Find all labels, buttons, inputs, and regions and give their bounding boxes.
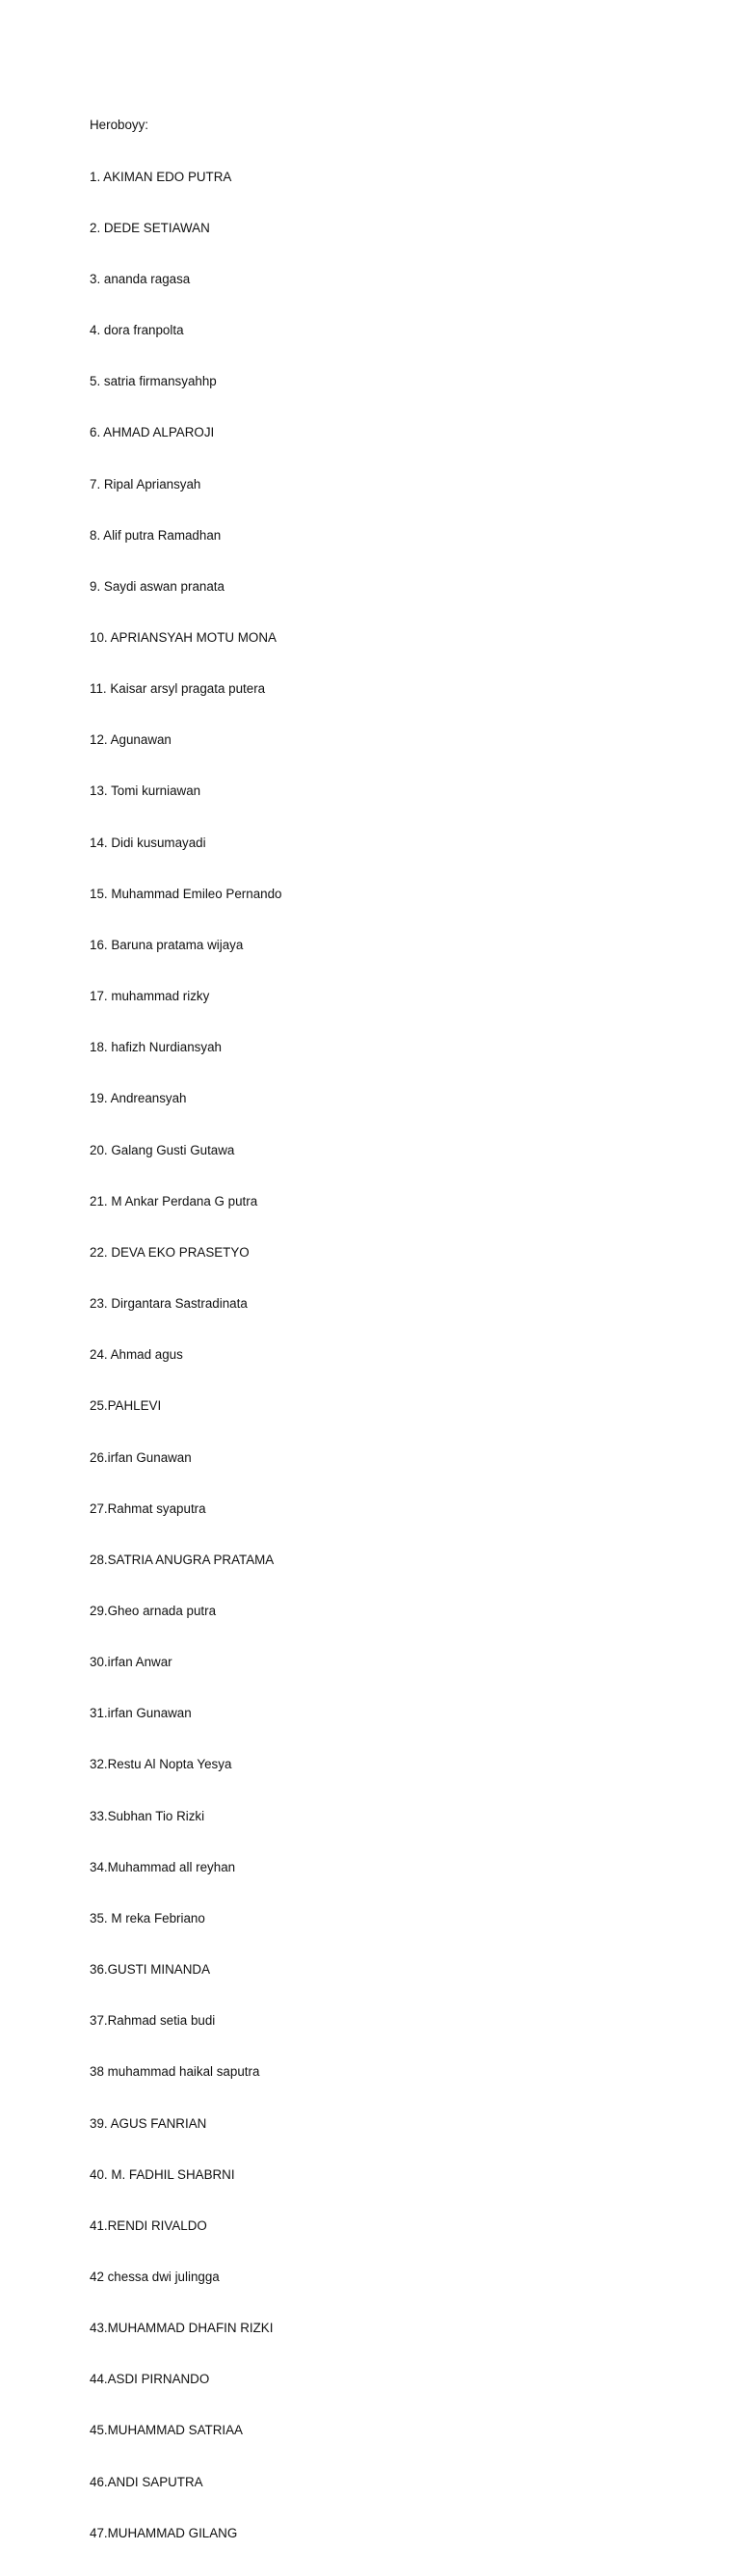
list-item: 7. Ripal Apriansyah bbox=[90, 476, 201, 491]
list-item: 38 muhammad haikal saputra bbox=[90, 2064, 260, 2080]
list-item: 37.Rahmad setia budi bbox=[90, 2013, 216, 2029]
list-item: 46.ANDI SAPUTRA bbox=[90, 2474, 203, 2489]
list-item: 33.Subhan Tio Rizki bbox=[90, 1808, 205, 1823]
list-item: 13. Tomi kurniawan bbox=[90, 783, 201, 799]
list-item: 20. Galang Gusti Gutawa bbox=[90, 1142, 235, 1157]
list-item: 22. DEVA EKO PRASETYO bbox=[90, 1244, 250, 1260]
list-item: 43.MUHAMMAD DHAFIN RIZKI bbox=[90, 2321, 274, 2336]
list-item: 9. Saydi aswan pranata bbox=[90, 578, 225, 594]
list-heading: Heroboyy: bbox=[90, 118, 149, 133]
list-item: 4. dora franpolta bbox=[90, 323, 184, 338]
list-item: 40. M. FADHIL SHABRNI bbox=[90, 2166, 235, 2182]
list-item: 30.irfan Anwar bbox=[90, 1655, 172, 1670]
list-item: 23. Dirgantara Sastradinata bbox=[90, 1296, 248, 1312]
list-item: 32.Restu Al Nopta Yesya bbox=[90, 1757, 232, 1772]
list-item: 44.ASDI PIRNANDO bbox=[90, 2372, 210, 2387]
list-item: 1. AKIMAN EDO PUTRA bbox=[90, 169, 232, 184]
list-item: 2. DEDE SETIAWAN bbox=[90, 220, 210, 235]
list-item: 19. Andreansyah bbox=[90, 1091, 187, 1106]
list-item: 35. M reka Febriano bbox=[90, 1910, 205, 1925]
list-item: 39. AGUS FANRIAN bbox=[90, 2115, 207, 2131]
list-item: 28.SATRIA ANUGRA PRATAMA bbox=[90, 1552, 275, 1567]
list-item: 25.PAHLEVI bbox=[90, 1398, 162, 1414]
list-item: 6. AHMAD ALPAROJI bbox=[90, 425, 215, 440]
list-item: 34.Muhammad all reyhan bbox=[90, 1859, 236, 1874]
list-item: 12. Agunawan bbox=[90, 732, 172, 748]
list-item: 45.MUHAMMAD SATRIAA bbox=[90, 2423, 243, 2438]
list-item: 3. ananda ragasa bbox=[90, 271, 191, 286]
list-item: 41.RENDI RIVALDO bbox=[90, 2217, 207, 2233]
list-item: 24. Ahmad agus bbox=[90, 1347, 183, 1363]
list-item: 14. Didi kusumayadi bbox=[90, 835, 206, 850]
list-item: 15. Muhammad Emileo Pernando bbox=[90, 886, 282, 901]
list-item: 47.MUHAMMAD GILANG bbox=[90, 2525, 238, 2540]
list-item: 10. APRIANSYAH MOTU MONA bbox=[90, 630, 277, 645]
list-item: 8. Alif putra Ramadhan bbox=[90, 527, 222, 543]
list-item: 27.Rahmat syaputra bbox=[90, 1500, 206, 1516]
list-item: 31.irfan Gunawan bbox=[90, 1706, 192, 1721]
list-item: 5. satria firmansyahhp bbox=[90, 374, 217, 389]
list-item: 18. hafizh Nurdiansyah bbox=[90, 1040, 222, 1055]
list-item: 29.Gheo arnada putra bbox=[90, 1603, 217, 1618]
list-item: 11. Kaisar arsyl pragata putera bbox=[90, 681, 266, 697]
list-item: 36.GUSTI MINANDA bbox=[90, 1962, 211, 1978]
list-item: 21. M Ankar Perdana G putra bbox=[90, 1193, 258, 1208]
list-item: 26.irfan Gunawan bbox=[90, 1449, 192, 1465]
list-item: 42 chessa dwi julingga bbox=[90, 2270, 220, 2284]
list-item: 16. Baruna pratama wijaya bbox=[90, 937, 244, 952]
list-item: 17. muhammad rizky bbox=[90, 989, 210, 1004]
name-list bbox=[90, 83, 281, 2576]
